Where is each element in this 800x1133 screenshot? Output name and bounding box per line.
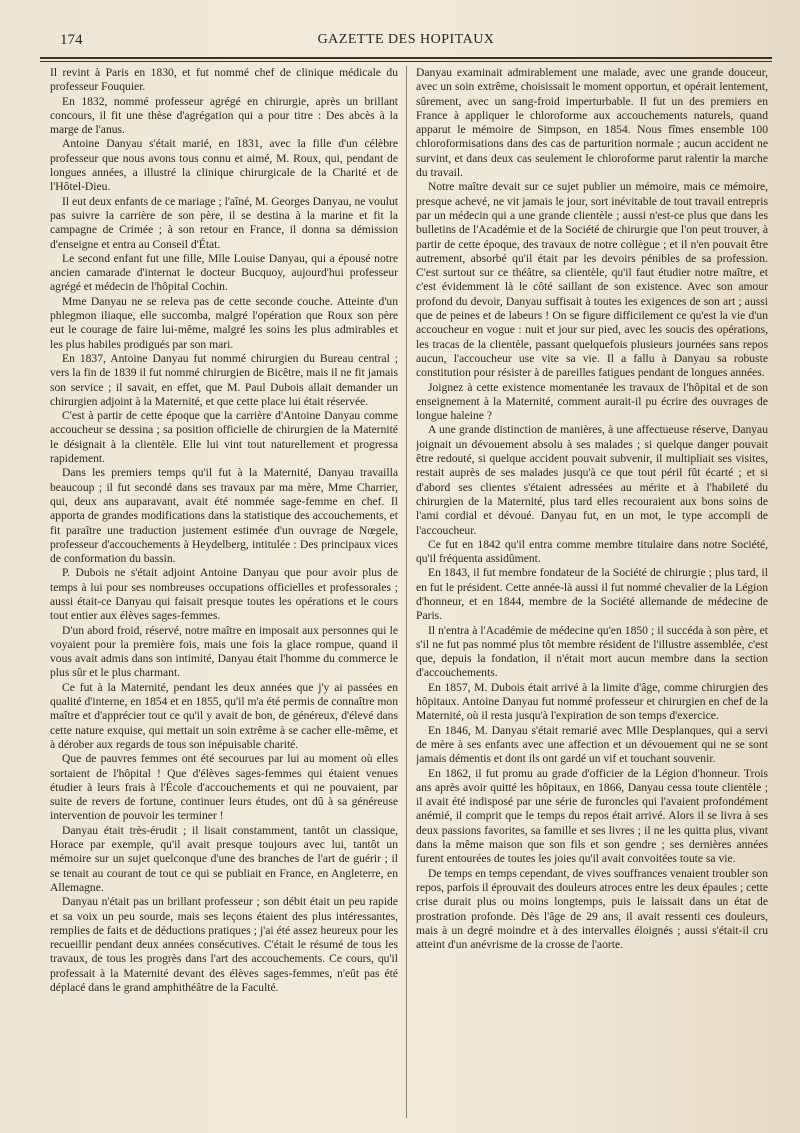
page-header — [40, 32, 772, 54]
paragraph: Ce fut à la Maternité, pendant les deux années que j'y ai passées en qualité d'interne, en 1854 et en 1855, qu'il m'a été permis de connaître mon maître et d'apprécier tout ce qu'il y avait de bon, de généreux, d'élevé dans cette nature exquise, qui mettait un soin extrême à se cacher elle-même, et à dérober aux regards de tous son inépuisable charité. — [50, 680, 398, 751]
paragraph: En 1862, il fut promu au grade d'officier de la Légion d'honneur. Trois ans après avoir quitté les hôpitaux, en 1866, Danyau cessa toute clientèle ; il avait été indisposé par une série de furoncles qui l'avaient profondément anémié, il comprit que le temps du repos était arrivé. Alors il se livra à ses deux passions favorites, sa famille et ses livres ; il ne les quitta plus, vivant dans la même maison que son fils et son gendre ; ses dernières années furent entourées de toutes les joies qu'il avait convoitées toute sa vie. — [416, 766, 768, 866]
header-rule-thin — [40, 61, 772, 62]
paragraph: Que de pauvres femmes ont été secourues par lui au moment où elles sortaient de l'hôpital ! Que d'élèves sages-femmes qui étaient venues étudier à leurs frais à l'École d'accouchements et qui ne pouvaient, par suite de revers de fortune, continuer leurs études, ont dû à sa généreuse intervention de pouvoir les terminer ! — [50, 752, 398, 823]
paragraph: Antoine Danyau s'était marié, en 1831, avec la fille d'un célèbre professeur que nous avons tous connu et aimé, M. Roux, qui, pendant de longues années, a illustré la clinique chirurgicale de la Charité et de l'Hôtel-Dieu. — [50, 137, 398, 194]
paragraph: Danyau n'était pas un brillant professeur ; son débit était un peu rapide et sa voix un peu sourde, mais ses leçons étaient des plus intéressantes, remplies de faits et de déductions pratiques ; j'ai été assez heureux pour les recueillir pendant deux années consécutives. C'était le résumé de tous les travaux, de tous les progrès dans l'art des accouchements. Ce cours, qu'il professait à la Maternité devant des élèves sages-femmes, n'eût pas été déplacé dans le grand amphithéâtre de la Faculté. — [50, 895, 398, 994]
paragraph: Il revint à Paris en 1830, et fut nommé chef de clinique médicale du professeur Fouquier. — [50, 66, 398, 94]
paragraph: Danyau était très-érudit ; il lisait constamment, tantôt un classique, Horace par exemple, qu'il avait presque toujours avec lui, tantôt un mémoire sur un sujet quelconque d'une des branches de l'art de guérir ; il se tenait au courant de tout ce qui se publiait en France, en Angleterre, en Allemagne. — [50, 823, 398, 894]
paragraph: A une grande distinction de manières, à une affectueuse réserve, Danyau joignait un dévouement absolu à ses malades ; si quelque danger pouvait être redouté, si quelque accident pouvait subvenir, il multipliait ses visites, restait auprès de ses malades jusqu'à ce que tout péril fût écarté ; et si d'abord ses clientes s'étaient adressées au mérite et à l'habileté du chirurgien de la Maternité, plus tard elles recouraient aux bons soins de l'ami cordial et dévoué. Danyau fut, en un mot, le type accompli de l'accoucheur. — [416, 423, 768, 537]
paragraph: En 1846, M. Danyau s'était remarié avec Mlle Desplanques, qui a servi de mère à ses enfants avec une affection et un dévouement qui ne se sont jamais démentis et dont ils ont gardé un vif et touchant souvenir. — [416, 723, 768, 766]
paragraph: Dans les premiers temps qu'il fut à la Maternité, Danyau travailla beaucoup ; il fut secondé dans ses travaux par ma mère, Mme Charrier, qui, deux ans auparavant, avait été nommée sage-femme en chef. Il apporta de grandes modifications dans la statistique des accouchements, et fit paraître une traduction justement estimée d'un ouvrage de Nœgele, professeur d'accouchements à Heydelberg, intitulée : Des principaux vices de conformation du bassin. — [50, 466, 398, 566]
paragraph: Le second enfant fut une fille, Mlle Louise Danyau, qui a épousé notre ancien camarade d'internat le docteur Bucquoy, aujourd'hui professeur agrégé et médecin de l'hôpital Cochin. — [50, 251, 398, 294]
header-rule-thick — [40, 57, 772, 59]
paragraph: Mme Danyau ne se releva pas de cette seconde couche. Atteinte d'un phlegmon iliaque, elle succomba, malgré l'opération que Roux son père eut le courage de faire lui-même, malgré les soins les plus admirables et les plus habiles prodigués par son mari. — [50, 294, 398, 351]
paragraph: Il n'entra à l'Académie de médecine qu'en 1850 ; il succéda à son père, et s'il ne fut pas nommé plus tôt membre résident de l'illustre assemblée, c'est que, depuis la fondation, il n'était mort aucun membre dans la section d'accouchements. — [416, 623, 768, 680]
paragraph: Joignez à cette existence momentanée les travaux de l'hôpital et de son enseignement à la Maternité, comment aurait-il pu écrire des ouvrages de longue haleine ? — [416, 380, 768, 423]
paragraph: D'un abord froid, réservé, notre maître en imposait aux personnes qui le voyaient pour la première fois, mais une fois la glace rompue, quand il vous avait admis dans son intimité, Danyau était l'homme du commerce le plus sûr et le plus charmant. — [50, 623, 398, 680]
journal-title: GAZETTE DES HOPITAUX — [317, 32, 495, 47]
paragraph: En 1837, Antoine Danyau fut nommé chirurgien du Bureau central ; vers la fin de 1839 il fut nommé chirurgien de Bicêtre, mais il ne fit jamais son service ; il savait, en effet, que M. Paul Dubois allait demander un chirurgien adjoint à la Maternité, et que cette place lui était réservée. — [50, 351, 398, 408]
left-column — [50, 66, 398, 1126]
paragraph: De temps en temps cependant, de vives souffrances venaient troubler son repos, parfois il éprouvait des douleurs atroces entre les deux épaules ; cette crise durait plus ou moins longtemps, puis le laissait dans un état de prostration profonde. Dès l'âge de 29 ans, il avait ressenti ces douleurs, mais à un degré moindre et à des intervalles éloignés ; aussi s'était-il cru atteint d'un anévrisme de la crosse de l'aorte. — [416, 866, 768, 952]
paragraph: Notre maître devait sur ce sujet publier un mémoire, mais ce mémoire, presque achevé, ne vit jamais le jour, sort inévitable de tout travail entrepris par un médecin qui a une grande clientèle ; aussi n'est-ce plus que dans les bulletins de l'Académie et de la Société de chirurgie que l'on peut trouver, à partir de cette époque, des travaux de notre collègue ; et il n'en pouvait être autrement, absorbé qu'il était par les devoirs pénibles de sa profession. C'est surtout sur ce théâtre, sa clientèle, qu'il faut étudier notre maître, et c'est évidemment là le côté saillant de son existence. Avec son amour profond du devoir, Danyau suffisait à toutes les exigences de son art ; aussi que de peines et de labeurs ! On se figure difficilement ce qu'est la vie d'un accoucheur en vogue : nuit et jour sur pied, avec les soucis des opérations, les tracas de la clientèle, passant quelquefois plusieurs journées sans repos aucun, l'accoucheur use vite sa vie. Il a fallu à Danyau sa robuste constitution pour résister à de pareilles fatigues pendant de longues années. — [416, 180, 768, 380]
paragraph: Danyau examinait admirablement une malade, avec une grande douceur, avec un soin extrême, choisissait le moment opportun, et opérait lentement, sûrement, avec un sang-froid imperturbable. Il fut un des premiers en France à appliquer le chloroforme aux accouchements naturels, quand apparut le mémoire de Simpson, en 1854. Nous fîmes ensemble 100 chloroformisations dans des cas de parturition normale ; aucun accident ne survint, et dans deux cas seulement le chloroforme parut ralentir la marche du travail. — [416, 66, 768, 180]
paragraph: En 1843, il fut membre fondateur de la Société de chirurgie ; plus tard, il en fut le président. Cette année-là aussi il fut nommé chevalier de la Légion d'honneur, et en 1844, membre de la Société allemande de médecine de Paris. — [416, 566, 768, 623]
paragraph: P. Dubois ne s'était adjoint Antoine Danyau que pour avoir plus de temps à lui pour ses nombreuses occupations officielles et professorales ; aussi était-ce Danyau qui faisait presque toutes les opérations et le cours tout entier aux élèves sages-femmes. — [50, 566, 398, 623]
page-number: 174 — [60, 32, 83, 48]
paragraph: Il eut deux enfants de ce mariage ; l'aîné, M. Georges Danyau, ne voulut pas suivre la carrière de son père, il se destina à la marine et fit la campagne de Crimée ; à son retour en France, il donna sa démission d'enseigne et entra au Conseil d'État. — [50, 194, 398, 251]
paragraph: C'est à partir de cette époque que la carrière d'Antoine Danyau comme accoucheur se dessina ; sa position officielle de chirurgien de la Maternité le désignait à la clientèle. Elle lui vint tout naturellement et progressa rapidement. — [50, 409, 398, 466]
right-column — [416, 66, 768, 1126]
paragraph: Ce fut en 1842 qu'il entra comme membre titulaire dans notre Société, qu'il fréquenta assidûment. — [416, 537, 768, 566]
column-divider — [406, 66, 407, 1118]
paragraph: En 1857, M. Dubois était arrivé à la limite d'âge, comme chirurgien des hôpitaux. Antoine Danyau fut nommé professeur et chirurgien en chef de la Maternité, où il resta jusqu'à l'expiration de son temps d'exercice. — [416, 680, 768, 723]
paragraph: En 1832, nommé professeur agrégé en chirurgie, après un brillant concours, il fit une thèse d'agrégation qui a pour titre : Des abcès à la marge de l'anus. — [50, 94, 398, 137]
